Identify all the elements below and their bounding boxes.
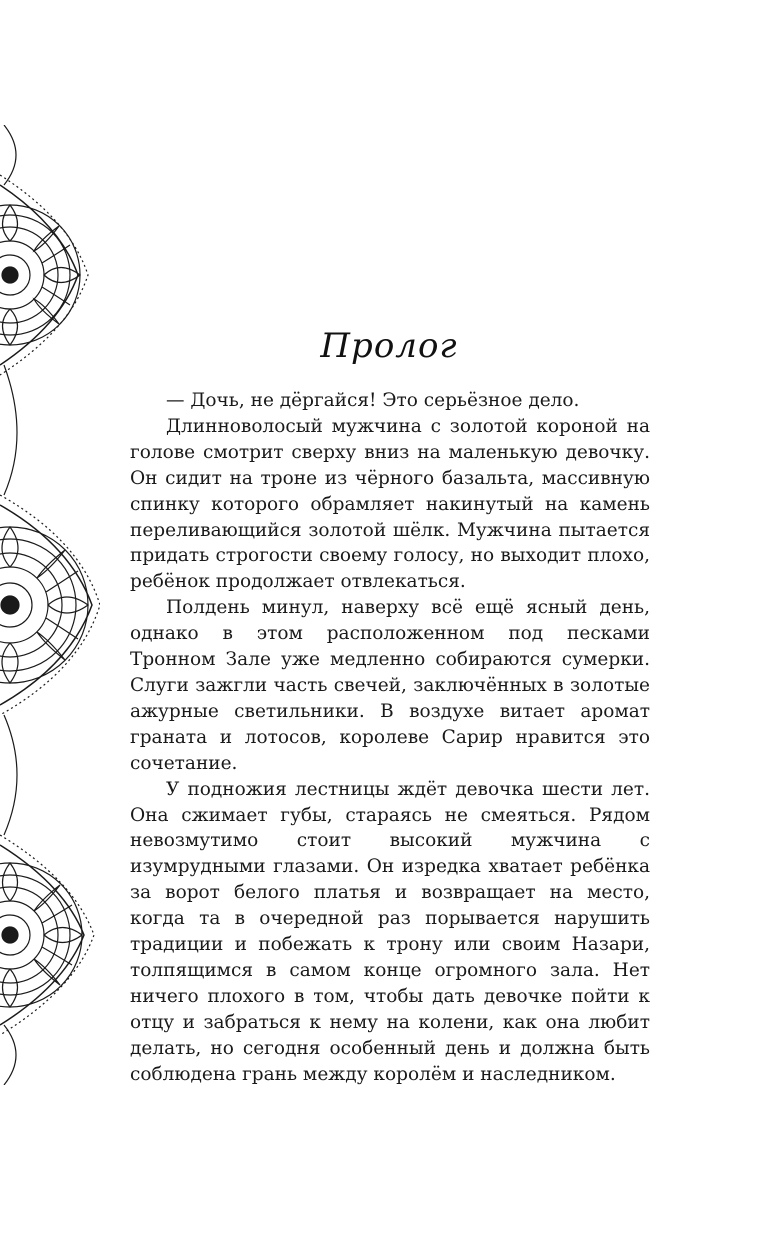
paragraph: У подножия лестницы ждёт девочка шести лет. Она сжимает губы, стараясь не смеяться. Рядом невозмутимо стоит высокий мужчина с изумрудными глазами. Он изредка хватает ребёнка за ворот белого платья и возвращает на место, когда та в очередной раз порывается нарушить традиции и побежать к трону или своим Назари, толпящимся в самом конце огромного зала. Нет ничего плохого в том, чтобы дать девочке пойти к отцу и забраться к нему на колени, как она любит делать, но сегодня особенный день и должна быть соблюдена грань между королём и наследником. xyxy=(130,778,650,1085)
mandala-ornament-border xyxy=(0,125,100,1085)
chapter-text xyxy=(130,388,650,1087)
paragraph: Длинноволосый мужчина с золотой короной на голове смотрит сверху вниз на маленькую девочку. Он сидит на троне из чёрного базальта, массивную спинку которого обрамляет накинутый на камень переливающийся золотой шёлк. Мужчина пытается придать строгости своему голосу, но выходит плохо, ребёнок продолжает отвлекаться. xyxy=(130,415,650,593)
chapter-title: Пролог xyxy=(320,326,458,366)
paragraph: — Дочь, не дёргайся! Это серьёзное дело. xyxy=(166,390,580,411)
paragraph: Полдень минул, наверху всё ещё ясный день, однако в этом расположенном под песками Тронном Зале уже медленно собираются сумерки. Слуги зажгли часть свечей, заключённых в золотые ажурные светильники. В воздухе витает аромат граната и лотосов, королеве Сарир нравится это сочетание. xyxy=(130,597,650,774)
